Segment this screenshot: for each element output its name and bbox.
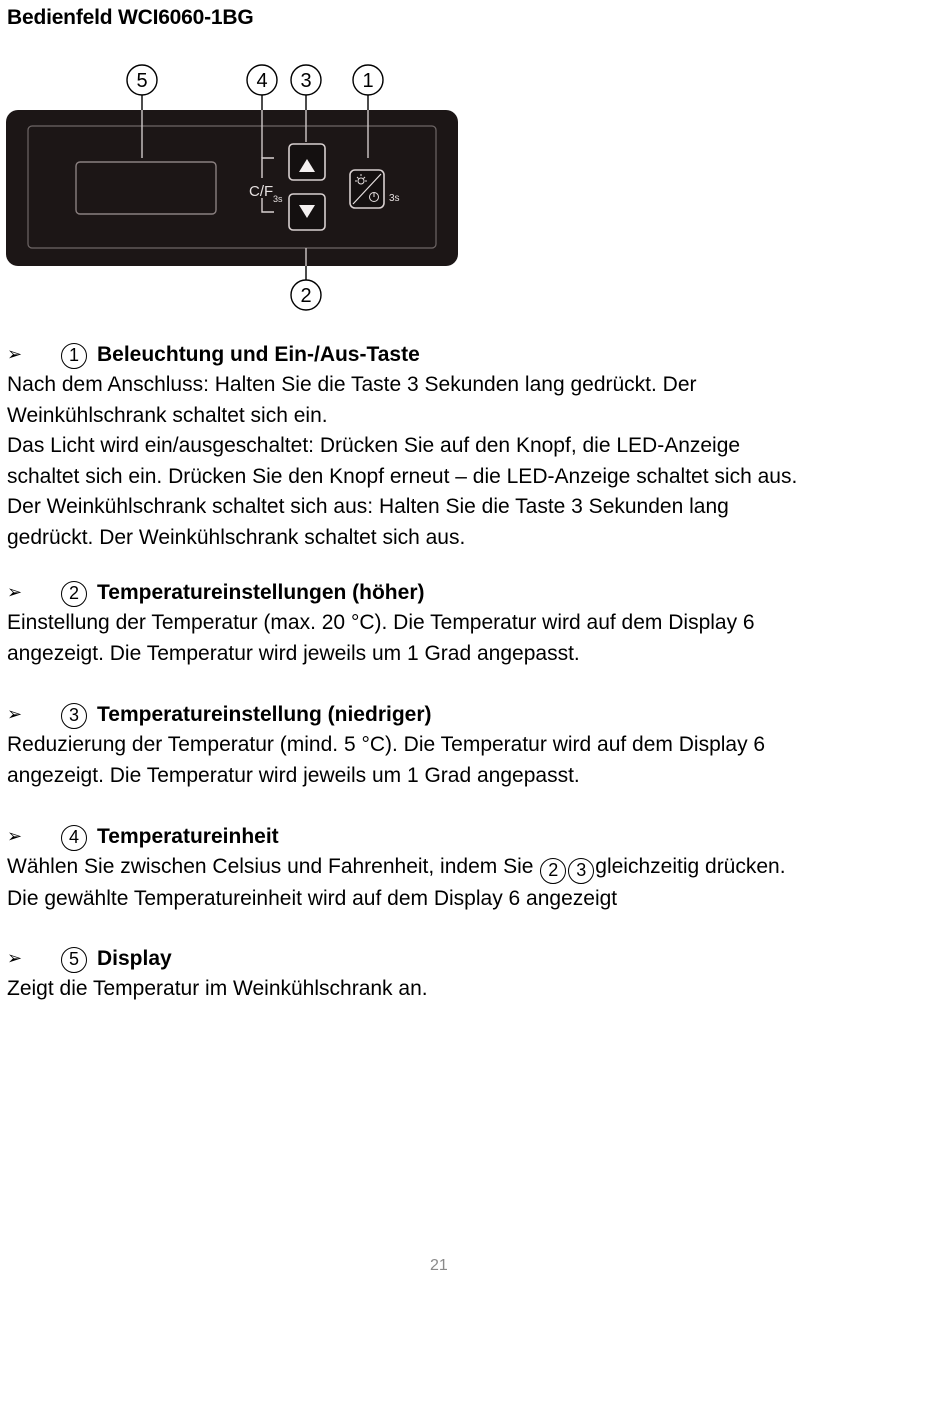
callout-4: [247, 65, 277, 95]
section-heading: [7, 578, 907, 608]
control-panel-diagram: [6, 62, 458, 316]
unit-label: C/F: [249, 183, 274, 200]
paragraph: Einstellung der Temperatur (max. 20 °C). Die Temperatur wird auf dem Display 6 angezeigt. Die Temperatur wird jeweils um 1 Grad angepasst.: [7, 611, 755, 665]
bullet-arrow-icon: ➢: [7, 582, 23, 603]
section-number: 4: [61, 825, 87, 851]
section-title: Temperatureinstellung (niedriger): [97, 703, 432, 726]
panel-body: [6, 110, 458, 266]
light-power-button[interactable]: [350, 170, 384, 208]
section-heading: [7, 340, 907, 370]
bullet-arrow-icon: ➢: [7, 948, 23, 969]
up-button[interactable]: [289, 144, 325, 180]
section-1: [7, 340, 907, 554]
section-title: Display: [97, 947, 172, 970]
callout-3: [291, 65, 321, 95]
paragraph: Zeigt die Temperatur im Weinkühlschrank an.: [7, 977, 428, 1000]
section-heading: [7, 822, 907, 852]
paragraph: Reduzierung der Temperatur (mind. 5 °C). Die Temperatur wird auf dem Display 6 angezeigt. Die Temperatur wird jeweils um 1 Grad angepasst.: [7, 733, 766, 787]
svg-text:1: 1: [362, 70, 374, 92]
svg-text:3: 3: [300, 70, 312, 92]
section-4: [7, 822, 907, 915]
section-number: 3: [61, 703, 87, 729]
paragraph: Wählen Sie zwischen Celsius und Fahrenheit, indem Sie 2 3 gleichzeitig drücken. Die gewählte Temperatureinheit wird auf dem Display 6 angezeigt: [7, 855, 786, 910]
inline-number-3: 3: [568, 858, 594, 884]
section-2: [7, 578, 907, 669]
section-number: 1: [61, 343, 87, 369]
section-title: Beleuchtung und Ein-/Aus-Taste: [97, 343, 420, 366]
section-title: Temperatureinstellungen (höher): [97, 581, 425, 604]
bullet-arrow-icon: ➢: [7, 826, 23, 847]
section-5: [7, 944, 907, 1005]
svg-text:5: 5: [136, 70, 148, 92]
callout-1: [353, 65, 383, 95]
section-title: Temperatureinheit: [97, 825, 279, 848]
bullet-arrow-icon: ➢: [7, 344, 23, 365]
down-button[interactable]: [289, 194, 325, 230]
page-number: 21: [430, 1257, 448, 1274]
svg-text:2: 2: [300, 285, 312, 307]
section-number: 5: [61, 947, 87, 973]
callout-2: [291, 280, 321, 310]
power-sub: 3s: [389, 193, 400, 204]
section-heading: [7, 944, 907, 974]
page-title: Bedienfeld WCI6060-1BG: [7, 6, 254, 29]
unit-sub: 3s: [273, 194, 283, 204]
section-heading: [7, 700, 907, 730]
paragraph: Nach dem Anschluss: Halten Sie die Taste 3 Sekunden lang gedrückt. Der Weinkühlschrank schaltet sich ein. Das Licht wird ein/ausgeschaltet: Drücken Sie auf den Knopf, die LED-Anzeige schaltet sich ein. Drücken Sie den Knopf erneut – die LED-Anzeige schaltet sich aus. Der Weinkühlschrank schaltet sich aus: Halten Sie die Taste 3 Sekunden lang gedrückt. Der Weinkühlschrank schaltet sich aus.: [7, 373, 798, 549]
svg-text:4: 4: [256, 70, 268, 92]
section-3: [7, 700, 907, 791]
bullet-arrow-icon: ➢: [7, 704, 23, 725]
callout-5: [127, 65, 157, 95]
section-number: 2: [61, 581, 87, 607]
inline-number-2: 2: [540, 858, 566, 884]
display-window: [76, 162, 216, 214]
